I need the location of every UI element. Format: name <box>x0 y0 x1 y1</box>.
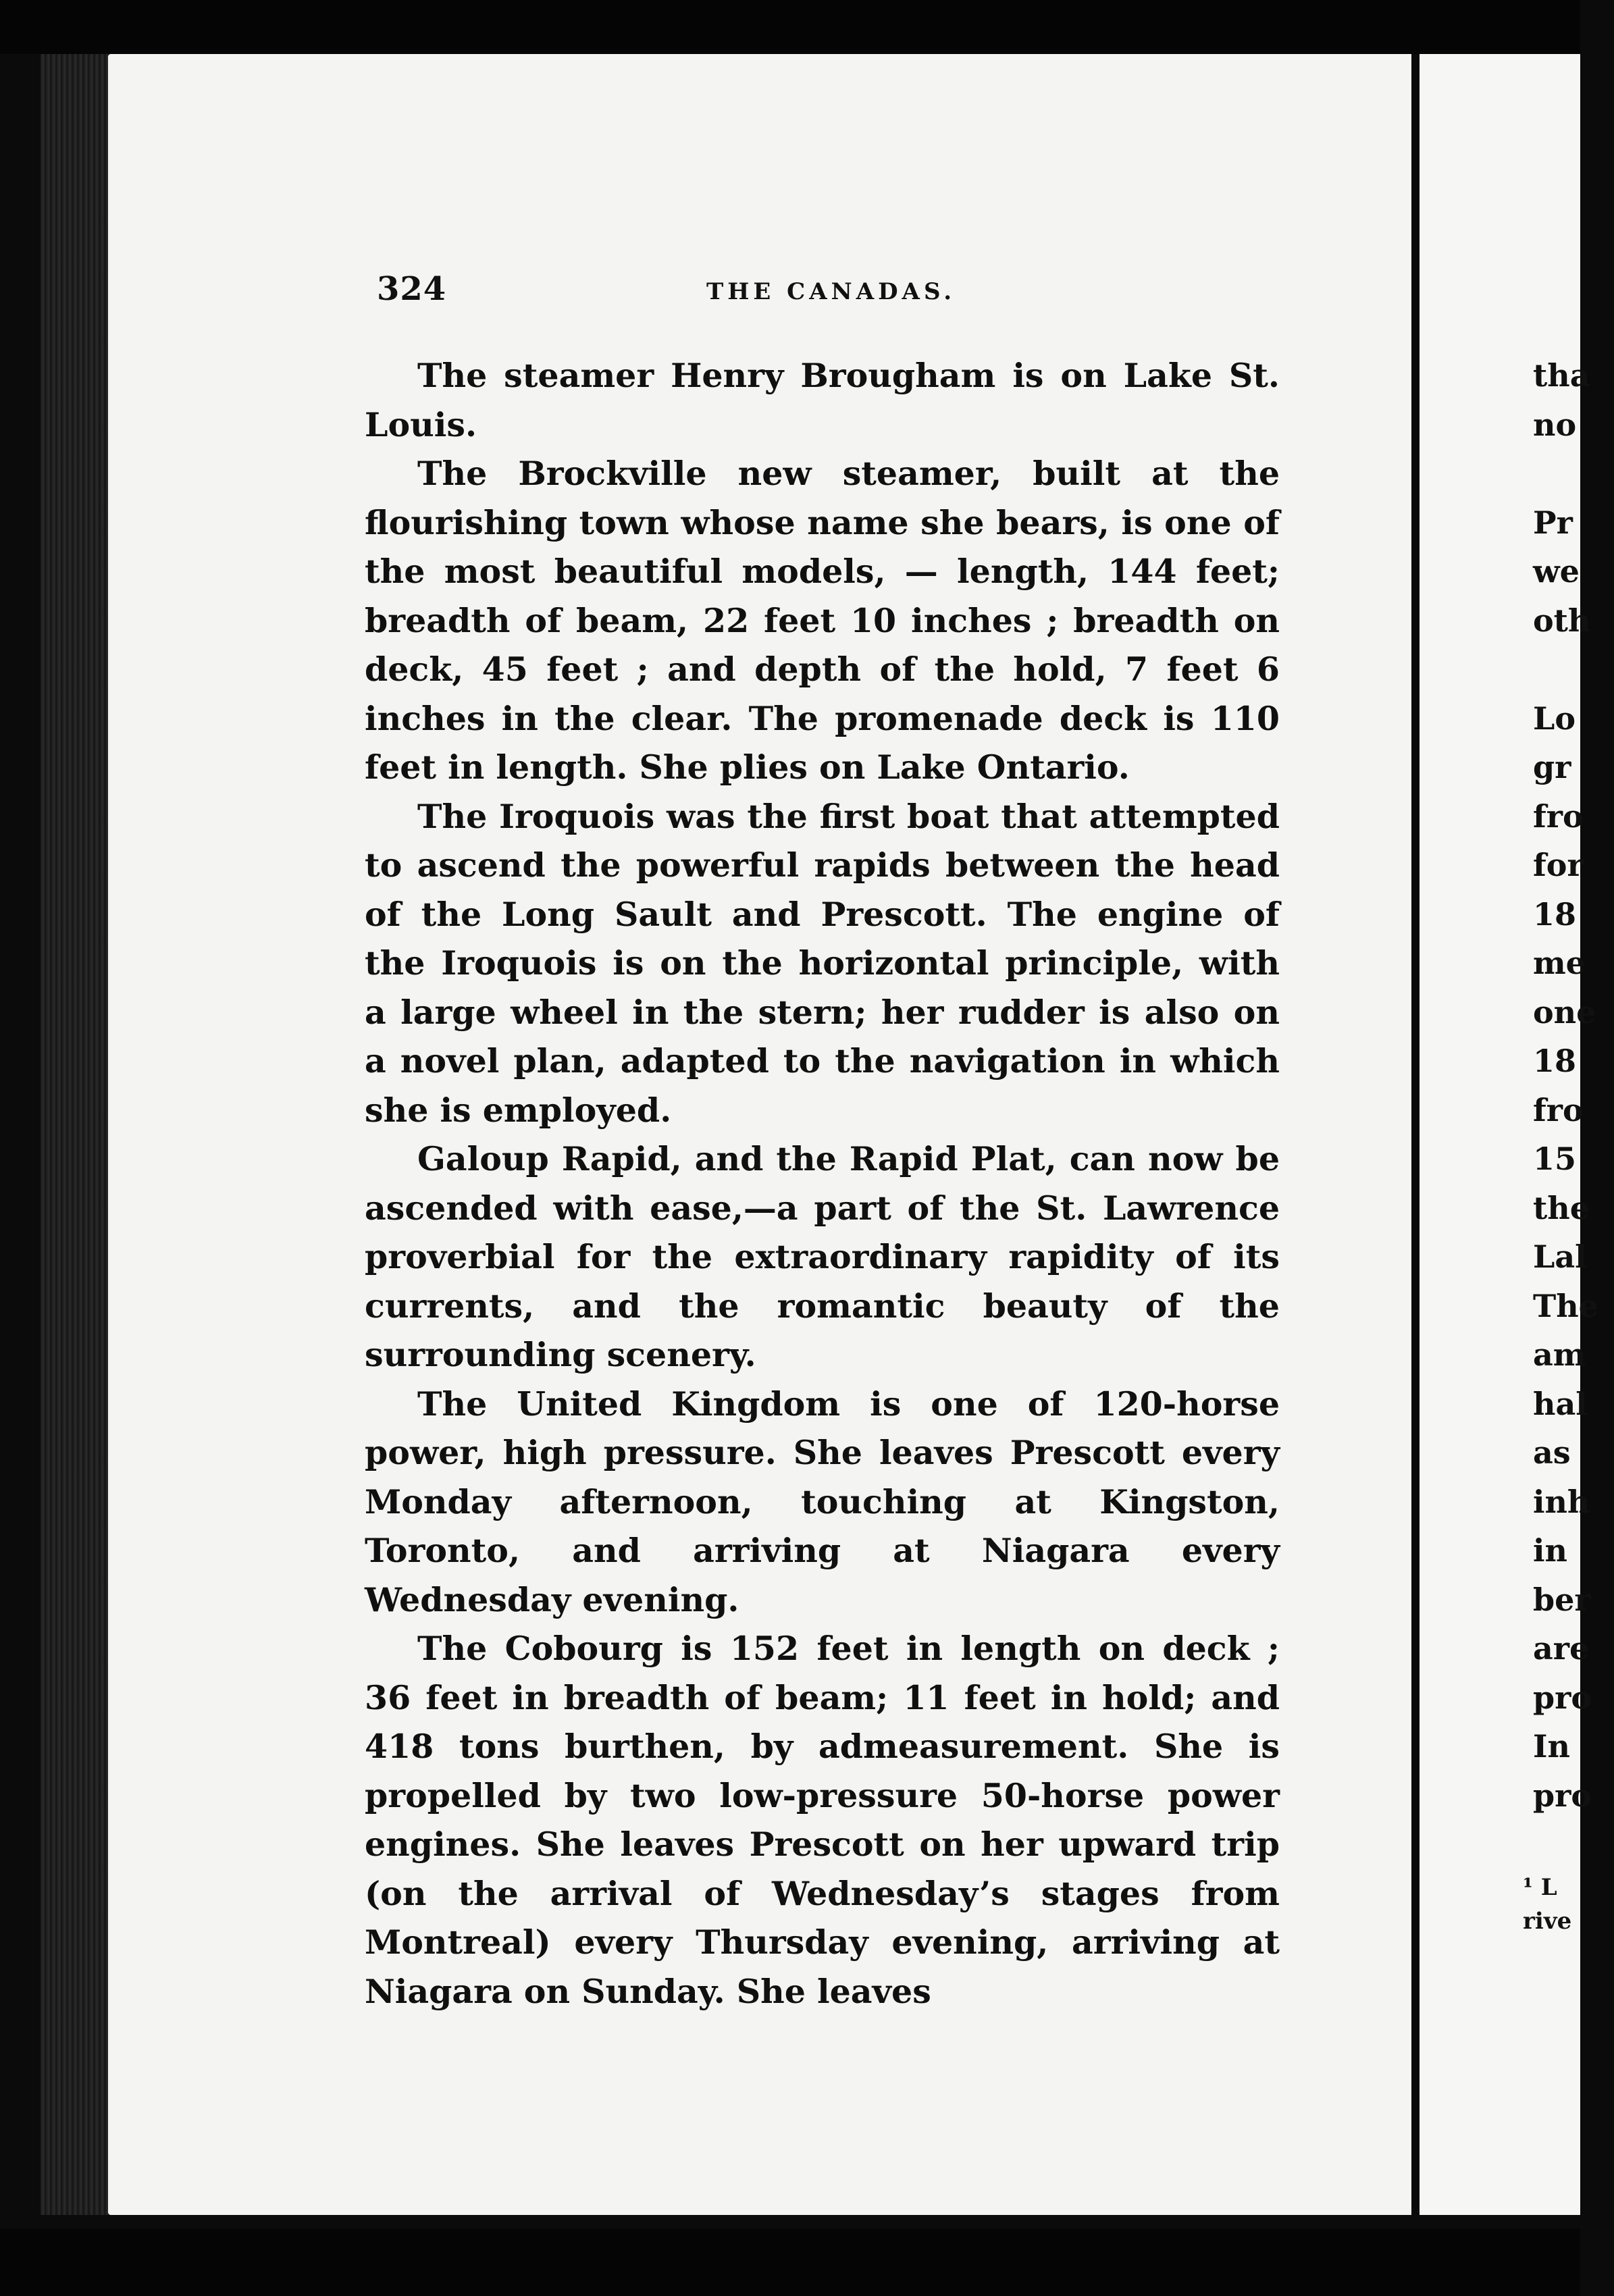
facing-line: fro <box>1533 798 1584 835</box>
facing-line: in <box>1533 1532 1567 1569</box>
facing-line: oth <box>1533 602 1591 639</box>
paragraph-united-kingdom: The United Kingdom is one of 120-horse power, high pressure. She leaves Prescott every Monday afternoon, touching at Kingston, Toronto, and arriving at Niagara every Wednesday evening. <box>365 1384 1280 1619</box>
facing-line: are <box>1533 1630 1590 1667</box>
facing-line <box>1533 645 1614 694</box>
facing-line: 18 <box>1533 895 1577 933</box>
facing-line: as <box>1533 1434 1571 1471</box>
footnote-line: rive <box>1523 1908 1572 1935</box>
facing-line: one <box>1533 993 1596 1030</box>
facing-page-text <box>1533 351 1614 1820</box>
paragraph-cobourg: The Cobourg is 152 feet in length on deck ; 36 feet in breadth of beam; 11 feet in hold; and 418 tons burthen, by admeasurement. She is propelled by two low-pressure 50-horse power engines. She leaves Prescott on her upward trip (on the arrival of Wednesday’s stages from Montreal) every Thursday evening, arriving at Niagara on Sunday. She leaves <box>365 1629 1280 2011</box>
facing-line: inh <box>1533 1483 1590 1520</box>
paragraph-brockville: The Brockville new steamer, built at the flourishing town whose name she bears, is one of the most beautiful models, — length, 144 feet; breadth of beam, 22 feet 10 inches ; breadth on deck, 45 feet ; and depth of the hold, 7 feet 6 inches in the clear. The promenade deck is 110 feet in length. She plies on Lake Ontario. <box>365 454 1280 787</box>
facing-line: Pr <box>1533 504 1573 541</box>
facing-line: the <box>1533 1189 1590 1226</box>
scan-border-top <box>0 0 1580 54</box>
facing-line: for <box>1533 847 1584 883</box>
facing-line: gr <box>1533 749 1571 785</box>
facing-line: Lo <box>1533 700 1576 737</box>
page-number: 324 <box>377 270 447 308</box>
paragraph-galoup-rapid: Galoup Rapid, and the Rapid Plat, can now be ascended with ease,—a part of the St. Lawrence proverbial for the extraordinary rapidity of its currents, and the romantic beauty of the surrounding scenery. <box>365 1139 1280 1374</box>
book-gutter <box>1411 54 1420 2215</box>
facing-page-footnote <box>1523 1871 1571 1938</box>
facing-line: pro <box>1533 1777 1592 1814</box>
facing-line: am <box>1533 1336 1586 1373</box>
facing-line: 15 <box>1533 1141 1577 1177</box>
page-body <box>365 351 1280 2016</box>
facing-line <box>1533 449 1614 498</box>
facing-line: ber <box>1533 1581 1591 1618</box>
paragraph-iroquois: The Iroquois was the first boat that attempted to ascend the powerful rapids between the head of the Long Sault and Prescott. The engine of the Iroquois is on the horizontal principle, with a large wheel in the stern; her rudder is also on a novel plan, adapted to the navigation in which she is employed. <box>365 796 1280 1130</box>
facing-line: 18 <box>1533 1043 1577 1079</box>
facing-line: we <box>1533 553 1580 590</box>
facing-line: pro <box>1533 1679 1592 1716</box>
facing-line: me <box>1533 945 1586 981</box>
facing-line: no <box>1533 406 1577 443</box>
book-page-edges <box>41 54 108 2215</box>
facing-line: fro <box>1533 1091 1584 1128</box>
scan-border-bottom <box>0 2228 1580 2296</box>
running-head: THE CANADAS. <box>706 278 956 305</box>
facing-line: The <box>1533 1287 1598 1324</box>
paragraph-henry-brougham: The steamer Henry Brougham is on Lake St. Louis. <box>365 356 1280 444</box>
facing-line: tha <box>1533 357 1590 394</box>
facing-line: In <box>1533 1728 1570 1765</box>
facing-line: hal <box>1533 1385 1588 1422</box>
page-header <box>377 270 1282 324</box>
facing-line: Lal <box>1533 1238 1587 1275</box>
footnote-line: ¹ L <box>1523 1874 1557 1901</box>
